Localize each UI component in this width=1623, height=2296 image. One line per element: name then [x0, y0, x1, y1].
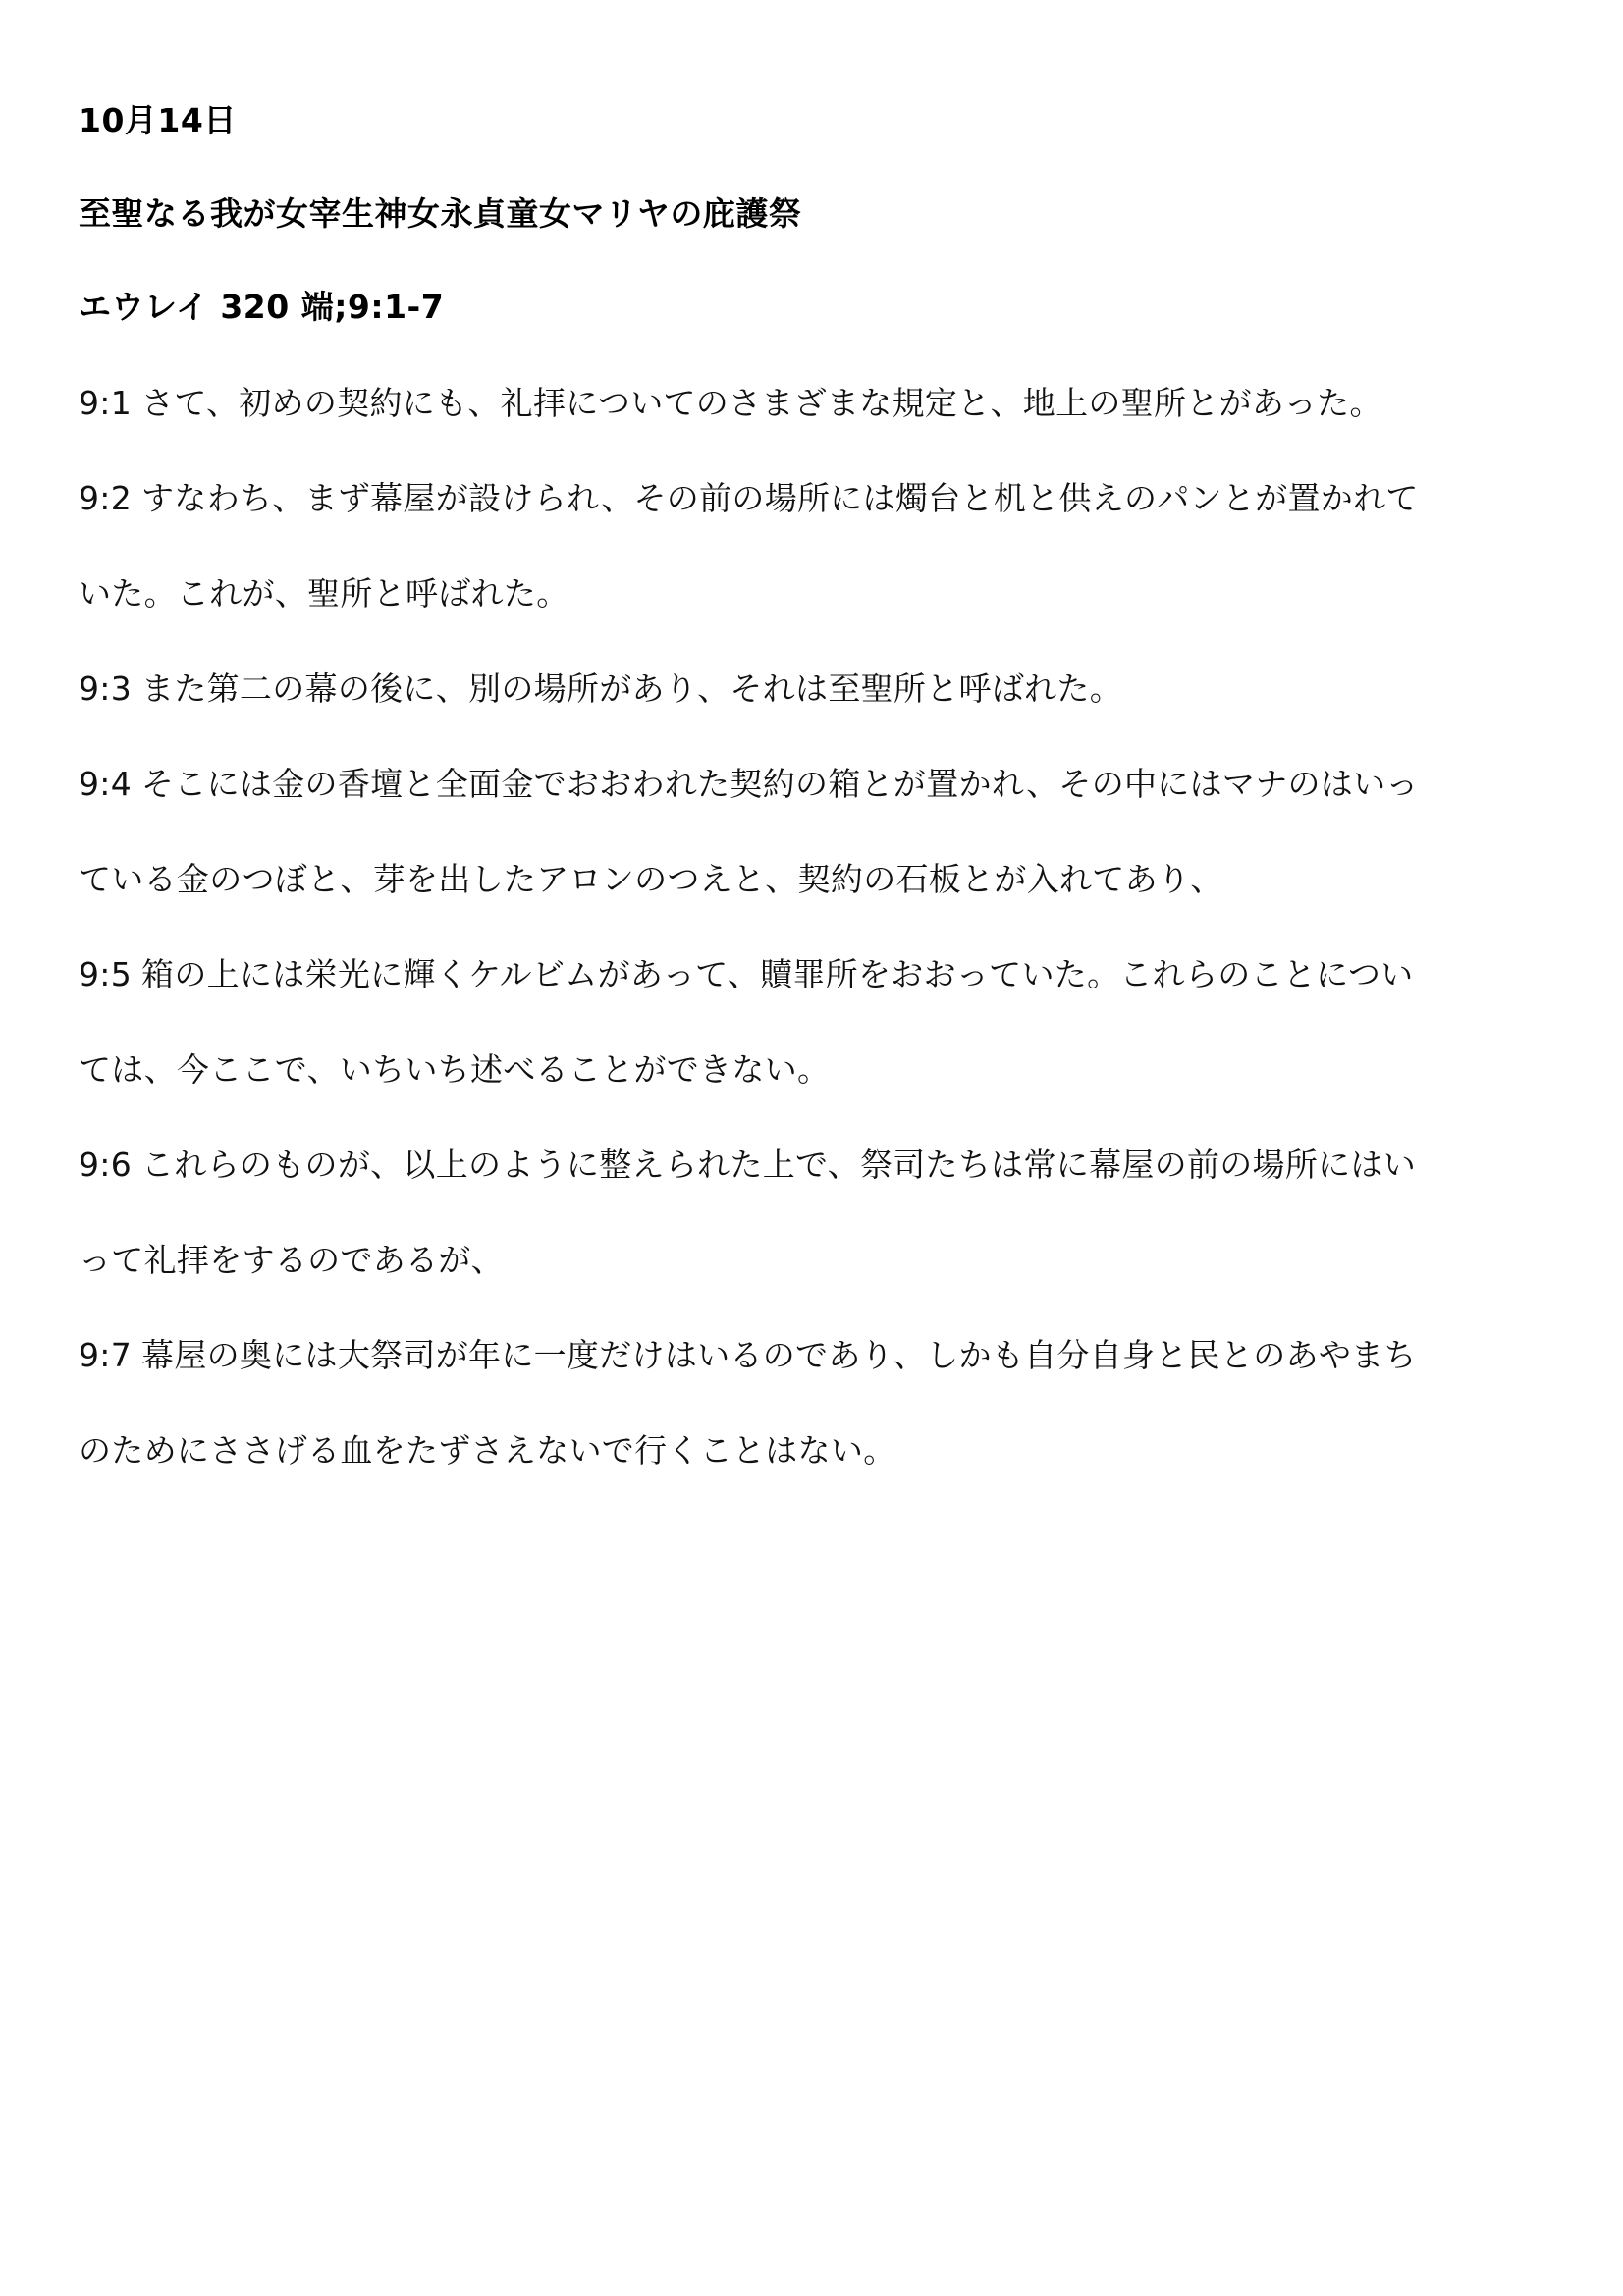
- verse-9-3: [79, 641, 1551, 736]
- verse-text-line: これらのものが、以上のように整えられた上で、祭司たちは常に幕屋の前の場所にはい: [141, 1146, 1417, 1184]
- verse-9-2: [79, 451, 1551, 546]
- verse-list: [79, 355, 1551, 1498]
- verse-text-line: ては、今ここで、いちいち述べることができない。: [79, 1050, 831, 1089]
- feast-title: 至聖なる我が女宰生神女永貞童女マリヤの庇護祭: [79, 194, 802, 233]
- document-body: [79, 98, 1551, 1498]
- verse-text-line: って礼拝をするのであるが、: [79, 1241, 504, 1279]
- verse-text-line: ている金のつぼと、芽を出したアロンのつえと、契約の石板とが入れてあり、: [79, 860, 1223, 898]
- verse-9-7-continued: [79, 1403, 1551, 1498]
- verse-9-5: [79, 927, 1551, 1022]
- verse-number: 9:1: [79, 384, 133, 422]
- verse-text-line: さて、初めの契約にも、礼拝についてのさまざまな規定と、地上の聖所とがあった。: [141, 384, 1382, 422]
- verse-text-line: そこには金の香壇と全面金でおおわれた契約の箱とが置かれ、その中にはマナのはいっ: [141, 765, 1419, 803]
- verse-text-line: また第二の幕の後に、別の場所があり、それは至聖所と呼ばれた。: [141, 669, 1123, 708]
- verse-text-line: 箱の上には栄光に輝くケルビムがあって、贖罪所をおおっていた。これらのことについ: [141, 955, 1414, 993]
- verse-9-5-continued: [79, 1022, 1551, 1117]
- verse-9-4: [79, 736, 1551, 831]
- verse-9-6: [79, 1117, 1551, 1212]
- verse-number: 9:3: [79, 669, 133, 708]
- verse-9-1: [79, 355, 1551, 451]
- verse-text-line: すなわち、まず幕屋が設けられ、その前の場所には燭台と机と供えのパンとが置かれて: [141, 479, 1419, 517]
- verse-text-line: いた。これが、聖所と呼ばれた。: [79, 574, 569, 613]
- verse-text-line: のためにささげる血をたずさえないで行くことはない。: [79, 1431, 896, 1469]
- verse-number: 9:6: [79, 1146, 133, 1184]
- verse-number: 9:7: [79, 1336, 133, 1374]
- verse-9-7: [79, 1308, 1551, 1403]
- verse-9-2-continued: [79, 546, 1551, 641]
- verse-9-6-continued: [79, 1212, 1551, 1308]
- verse-9-4-continued: [79, 831, 1551, 927]
- date-heading: 10月14日: [79, 101, 237, 139]
- verse-number: 9:4: [79, 765, 133, 803]
- reading-reference: エウレイ 320 端;9:1-7: [79, 288, 445, 326]
- verse-text-line: 幕屋の奥には大祭司が年に一度だけはいるのであり、しかも自分自身と民とのあやまち: [141, 1336, 1417, 1374]
- verse-number: 9:2: [79, 479, 133, 517]
- verse-number: 9:5: [79, 955, 133, 993]
